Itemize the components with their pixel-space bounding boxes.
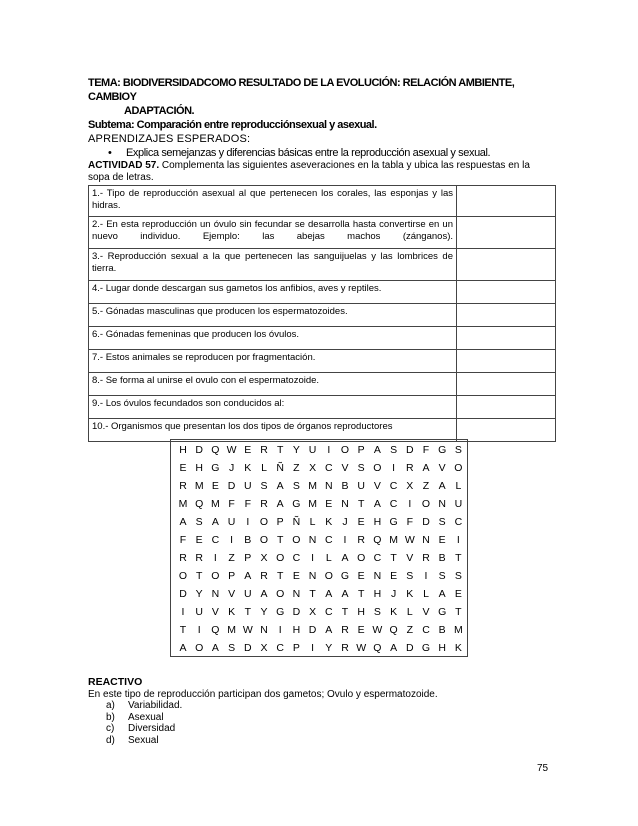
word-search-letter[interactable]: Z (293, 462, 300, 474)
answer-cell[interactable] (457, 249, 556, 281)
word-search-letter[interactable]: J (342, 516, 348, 528)
word-search-letter[interactable]: S (406, 570, 414, 582)
word-search-letter[interactable]: C (373, 552, 382, 564)
word-search-letter[interactable]: S (438, 570, 446, 582)
word-search-letter[interactable]: I (311, 642, 315, 654)
word-search-letter[interactable]: A (276, 498, 284, 510)
word-search-letter[interactable]: E (195, 534, 203, 546)
word-search-letter[interactable]: W (356, 642, 367, 654)
word-search-letter[interactable]: S (438, 516, 446, 528)
word-search-letter[interactable]: S (292, 480, 300, 492)
word-search-letter[interactable]: A (276, 480, 284, 492)
word-search-letter[interactable]: D (195, 444, 203, 456)
reactivo-section (88, 677, 558, 746)
word-search-letter[interactable]: A (211, 516, 219, 528)
table-row (89, 304, 556, 327)
word-search-letter[interactable]: D (179, 588, 187, 600)
word-search-letter[interactable]: L (309, 516, 316, 528)
word-search-letter[interactable]: T (276, 444, 284, 456)
word-search-letter[interactable]: A (373, 498, 381, 510)
word-search-letter[interactable]: T (357, 498, 365, 510)
word-search-letter[interactable]: A (179, 642, 187, 654)
option-letter: a) (106, 700, 115, 711)
reactivo-question: En este tipo de reproducción participan dos gametos; Ovulo y espermatozoide. (88, 688, 438, 700)
word-search-letter[interactable]: B (438, 552, 446, 564)
table-row (89, 186, 556, 217)
word-search-letter[interactable]: L (325, 552, 332, 564)
word-search-letter[interactable]: S (390, 444, 398, 456)
answer-cell[interactable] (457, 281, 556, 304)
word-search-letter[interactable]: C (454, 516, 463, 528)
word-search-letter[interactable]: C (211, 534, 220, 546)
aprendizajes-heading: APRENDIZAJES ESPERADOS: (88, 133, 251, 145)
word-search-letter[interactable]: I (408, 498, 412, 510)
word-search-letter[interactable]: N (422, 534, 430, 546)
word-search-letter[interactable]: K (244, 462, 252, 474)
word-search-row (171, 603, 467, 621)
page-number: 75 (537, 763, 549, 774)
word-search-letter[interactable]: V (228, 588, 236, 600)
word-search-row (171, 513, 467, 531)
word-search-row (171, 549, 467, 567)
word-search-letter[interactable]: S (357, 462, 365, 474)
document-header (88, 76, 558, 160)
word-search-letter[interactable]: H (373, 588, 382, 600)
word-search-letter[interactable]: I (230, 534, 234, 546)
answer-cell[interactable] (457, 304, 556, 327)
word-search-letter[interactable]: A (390, 642, 398, 654)
table-row (89, 396, 556, 419)
word-search-letter[interactable]: O (211, 570, 220, 582)
word-search-letter[interactable]: D (227, 480, 236, 492)
questions-table (88, 185, 556, 442)
word-search-letter[interactable]: N (373, 570, 382, 582)
word-search-letter[interactable]: T (195, 570, 203, 582)
question-cell: 6.- Gónadas femeninas que producen los óvulos. (89, 327, 457, 350)
word-search-letter[interactable]: G (211, 462, 220, 474)
word-search-letter[interactable]: O (292, 534, 301, 546)
word-search-letter[interactable]: V (438, 462, 446, 474)
word-search-letter[interactable]: K (325, 516, 333, 528)
option-letter: c) (106, 723, 115, 734)
word-search-letter[interactable]: V (373, 480, 381, 492)
word-search-letter[interactable]: O (357, 552, 366, 564)
word-search-letter[interactable]: V (406, 552, 414, 564)
answer-cell[interactable] (457, 327, 556, 350)
word-search-letter[interactable]: C (422, 624, 430, 636)
word-search-letter[interactable]: P (228, 570, 236, 582)
word-search-letter[interactable]: D (422, 516, 430, 528)
word-search-letter[interactable]: R (406, 462, 414, 474)
word-search-letter[interactable]: T (341, 606, 349, 618)
word-search-letter[interactable]: A (341, 552, 349, 564)
word-search-letter[interactable]: U (227, 516, 236, 528)
word-search-letter[interactable]: C (389, 498, 398, 510)
word-search-letter[interactable]: C (325, 606, 333, 618)
word-search-letter[interactable]: O (340, 444, 350, 456)
question-cell: 3.- Reproducción sexual a la que pertenecen las sanguijuelas y las lombrices de tierra. (89, 249, 457, 281)
word-search-letter[interactable]: P (276, 516, 284, 528)
word-search-letter[interactable]: Q (389, 624, 398, 636)
word-search-letter[interactable]: O (454, 462, 463, 474)
word-search-letter[interactable]: T (179, 624, 187, 636)
word-search-letter[interactable]: J (228, 462, 235, 474)
option-text: Asexual (128, 711, 164, 723)
word-search-letter[interactable]: N (260, 624, 268, 636)
actividad-instructions (88, 160, 553, 184)
option-text: Sexual (128, 734, 159, 746)
word-search-letter[interactable]: V (211, 606, 219, 618)
word-search-letter[interactable]: A (244, 570, 252, 582)
word-search-letter[interactable]: D (244, 642, 252, 654)
word-search-letter[interactable]: T (455, 606, 462, 618)
word-search-letter[interactable]: H (438, 642, 446, 654)
word-search-letter[interactable]: U (195, 606, 203, 618)
word-search-letter[interactable]: M (389, 534, 398, 546)
word-search-row (171, 495, 467, 513)
word-search-letter[interactable]: A (325, 588, 333, 600)
word-search-letter[interactable]: O (178, 570, 188, 582)
word-search-letter[interactable]: H (195, 462, 203, 474)
word-search-letter[interactable]: B (244, 534, 252, 546)
word-search-row (171, 585, 467, 603)
tema-line-1: TEMA: BIODIVERSIDADCOMO RESULTADO DE LA EVOLUCIÓN: RELACIÓN AMBIENTE, CAMBIOY (88, 77, 515, 103)
word-search-letter[interactable]: Ñ (276, 462, 284, 474)
word-search-letter[interactable]: C (276, 642, 284, 654)
word-search-letter[interactable]: N (292, 588, 301, 600)
word-search-letter[interactable]: Q (195, 498, 204, 510)
word-search-letter[interactable]: T (455, 552, 462, 564)
answer-cell[interactable] (457, 373, 556, 396)
word-search-letter[interactable]: Z (406, 624, 413, 636)
word-search-letter[interactable]: S (454, 570, 462, 582)
word-search-letter[interactable]: E (292, 570, 300, 582)
word-search-letter[interactable]: X (309, 462, 317, 474)
word-search-letter[interactable]: N (438, 498, 446, 510)
word-search-letter[interactable]: M (194, 480, 204, 492)
word-search-row (171, 477, 467, 495)
word-search-letter[interactable]: K (454, 642, 462, 654)
word-search-letter[interactable]: U (244, 480, 252, 492)
word-search-letter[interactable]: R (260, 444, 268, 456)
answer-cell[interactable] (457, 217, 556, 249)
word-search-letter[interactable]: D (292, 606, 301, 618)
word-search-letter[interactable]: R (179, 480, 187, 492)
word-search-letter[interactable]: O (195, 642, 204, 654)
word-search-letter[interactable]: H (357, 606, 365, 618)
word-search-letter[interactable]: D (406, 444, 414, 456)
word-search-letter[interactable]: O (276, 588, 285, 600)
word-search-letter[interactable]: C (292, 552, 301, 564)
answer-cell[interactable] (457, 350, 556, 373)
word-search-letter[interactable]: G (438, 444, 447, 456)
word-search-letter[interactable]: S (195, 516, 203, 528)
option-letter: d) (106, 734, 115, 746)
word-search-letter[interactable]: W (404, 534, 415, 546)
word-search-letter[interactable]: G (340, 570, 350, 582)
word-search-letter[interactable]: U (244, 588, 252, 600)
word-search-letter[interactable]: M (308, 480, 317, 492)
table-row (89, 249, 556, 281)
word-search-row (171, 567, 467, 585)
word-search-letter[interactable]: X (260, 552, 268, 564)
word-search-letter[interactable]: S (260, 480, 268, 492)
word-search-letter[interactable]: M (227, 624, 236, 636)
word-search-letter[interactable]: R (195, 552, 203, 564)
word-search-letter[interactable]: F (179, 534, 187, 546)
word-search-letter[interactable]: G (292, 498, 301, 510)
word-search-letter[interactable]: T (390, 552, 397, 564)
word-search-letter[interactable]: Q (211, 624, 220, 636)
word-search-letter[interactable]: N (341, 498, 349, 510)
word-search-letter[interactable]: I (456, 534, 460, 546)
word-search-letter[interactable]: M (178, 498, 188, 510)
word-search-letter[interactable]: A (325, 624, 333, 636)
question-cell: 8.- Se forma al unirse el ovulo con el espermatozoide. (89, 373, 457, 396)
word-search-letter[interactable]: N (308, 570, 317, 582)
word-search-letter[interactable]: R (179, 552, 187, 564)
word-search-letter[interactable]: U (454, 498, 463, 510)
word-search-letter[interactable]: R (260, 498, 268, 510)
word-search-letter[interactable]: D (308, 624, 317, 636)
word-search-letter[interactable]: G (438, 606, 447, 618)
reactivo-title: REACTIVO (88, 676, 143, 688)
table-row (89, 373, 556, 396)
word-search-letter[interactable]: A (341, 588, 349, 600)
word-search-letter[interactable]: K (228, 606, 236, 618)
word-search-letter[interactable]: T (309, 588, 316, 600)
word-search-letter[interactable]: N (308, 534, 317, 546)
answer-cell[interactable] (457, 186, 556, 217)
word-search-letter[interactable]: A (422, 462, 430, 474)
word-search-row (171, 531, 467, 549)
word-search-letter[interactable]: T (276, 534, 284, 546)
word-search-letter[interactable]: R (422, 552, 430, 564)
word-search-letter[interactable]: I (197, 624, 201, 636)
word-search-letter[interactable]: I (246, 516, 250, 528)
tema-line-2: ADAPTACIÓN. (124, 105, 195, 117)
word-search-letter[interactable]: R (357, 534, 365, 546)
word-search-letter[interactable]: B (438, 624, 446, 636)
word-search-letter[interactable]: L (406, 606, 413, 618)
word-search-letter[interactable]: E (454, 588, 462, 600)
word-search-row (171, 639, 467, 657)
word-search-letter[interactable]: F (228, 498, 235, 510)
table-row (89, 281, 556, 304)
reactivo-option[interactable] (88, 712, 558, 724)
word-search-letter[interactable]: O (276, 552, 285, 564)
table-row (89, 327, 556, 350)
word-search-letter[interactable]: A (211, 642, 219, 654)
word-search-letter[interactable]: C (325, 534, 333, 546)
question-cell: 9.- Los óvulos fecundados son conducidos al: (89, 396, 457, 419)
word-search-letter[interactable]: T (276, 570, 284, 582)
word-search-letter[interactable]: Q (373, 642, 382, 654)
word-search-letter[interactable]: N (211, 588, 220, 600)
bullet-icon: • (108, 147, 112, 159)
word-search-letter[interactable]: I (213, 552, 217, 564)
question-cell: 10.- Organismos que presentan los dos tipos de órganos reproductores (89, 419, 457, 442)
word-search-letter[interactable]: W (242, 624, 253, 636)
tema-heading (88, 76, 558, 118)
word-search-letter[interactable]: I (181, 606, 185, 618)
reactivo-option[interactable] (88, 723, 558, 735)
table-row (89, 350, 556, 373)
word-search-letter[interactable]: G (276, 606, 285, 618)
word-search-letter[interactable]: W (226, 444, 237, 456)
word-search-letter[interactable]: R (341, 624, 349, 636)
word-search-letter[interactable]: I (343, 534, 347, 546)
word-search-letter[interactable]: V (341, 462, 349, 474)
word-search-letter[interactable]: Q (211, 444, 220, 456)
word-search-letter[interactable]: V (422, 606, 430, 618)
word-search-letter[interactable]: E (438, 534, 446, 546)
question-cell: 1.- Tipo de reproducción asexual al que pertenecen los corales, las esponjas y las hidras. (89, 186, 457, 217)
word-search-letter[interactable]: E (357, 624, 365, 636)
word-search-letter[interactable]: W (372, 624, 383, 636)
word-search-letter[interactable]: K (390, 606, 398, 618)
actividad-text: Complementa las siguientes aseveraciones en la tabla y ubica las respuestas en la sopa de letras. (88, 160, 530, 183)
word-search-letter[interactable]: O (421, 498, 431, 510)
word-search-letter[interactable]: P (357, 444, 365, 456)
word-search-letter[interactable]: E (325, 498, 333, 510)
word-search-letter[interactable]: M (308, 498, 317, 510)
word-search-letter[interactable]: E (244, 444, 252, 456)
word-search-grid (170, 439, 468, 657)
word-search-letter[interactable]: D (406, 642, 414, 654)
word-search-letter[interactable]: L (423, 588, 429, 600)
word-search-letter[interactable]: Ñ (292, 516, 301, 528)
word-search-letter[interactable]: Y (292, 444, 300, 456)
word-search-letter[interactable]: X (406, 480, 414, 492)
word-search-letter[interactable]: A (438, 588, 446, 600)
word-search-letter[interactable]: L (455, 480, 462, 492)
question-cell: 7.- Estos animales se reproducen por fragmentación. (89, 350, 457, 373)
word-search-letter[interactable]: F (406, 516, 413, 528)
table-row (89, 217, 556, 249)
word-search-letter[interactable]: G (389, 516, 398, 528)
word-search-letter[interactable]: E (211, 480, 219, 492)
word-search-letter[interactable]: U (308, 444, 317, 456)
word-search-letter[interactable]: M (454, 624, 463, 636)
word-search-letter[interactable]: C (389, 480, 398, 492)
word-search-letter[interactable]: M (211, 498, 220, 510)
question-cell: 4.- Lugar donde descargan sus gametos los anfibios, aves y reptiles. (89, 281, 457, 304)
word-search-letter[interactable]: H (179, 444, 187, 456)
word-search-letter[interactable]: C (325, 462, 333, 474)
word-search-letter[interactable]: E (357, 516, 365, 528)
aprendizaje-text: Explica semejanzas y diferencias básicas entre la reproducción asexual y sexual. (126, 147, 491, 159)
word-search-letter[interactable]: Q (373, 534, 382, 546)
word-search-letter[interactable]: I (311, 552, 315, 564)
reactivo-option[interactable] (88, 700, 558, 712)
word-search-letter[interactable]: X (260, 642, 268, 654)
word-search-letter[interactable]: K (406, 588, 414, 600)
question-cell: 5.- Gónadas masculinas que producen los espermatozoides. (89, 304, 457, 327)
word-search-letter[interactable]: P (292, 642, 300, 654)
answer-cell[interactable] (457, 396, 556, 419)
word-search-letter[interactable]: I (392, 462, 396, 474)
word-search-letter[interactable]: S (228, 642, 236, 654)
word-search-letter[interactable]: A (438, 480, 446, 492)
word-search-letter[interactable]: T (244, 606, 251, 618)
word-search-letter[interactable]: E (357, 570, 365, 582)
word-search-letter[interactable]: A (260, 588, 268, 600)
actividad-label: ACTIVIDAD 57. (88, 160, 160, 171)
word-search-row (171, 441, 467, 459)
word-search-letter[interactable]: R (341, 642, 349, 654)
word-search-letter[interactable]: H (292, 624, 301, 636)
aprendizaje-item (88, 146, 558, 160)
word-search-letter[interactable]: Y (195, 588, 203, 600)
word-search-letter[interactable]: Y (325, 642, 333, 654)
question-cell: 2.- En esta reproducción un óvulo sin fecundar se desarrolla hasta convertirse en un nuevo individuo. Ejemplo: las abejas machos (zánganos). (89, 217, 457, 249)
word-search-letter[interactable]: O (259, 516, 269, 528)
word-search-letter[interactable]: F (422, 444, 430, 456)
word-search-letter[interactable]: Y (260, 606, 268, 618)
answer-cell[interactable] (457, 419, 556, 442)
word-search-letter[interactable]: Z (228, 552, 235, 564)
word-search-letter[interactable]: O (259, 534, 269, 546)
word-search-letter[interactable]: F (244, 498, 251, 510)
word-search-row (171, 621, 467, 639)
word-search-letter[interactable]: H (373, 516, 382, 528)
word-search-letter[interactable]: S (454, 444, 462, 456)
word-search-letter[interactable]: P (244, 552, 252, 564)
word-search-letter[interactable]: A (373, 444, 381, 456)
word-search-letter[interactable]: E (179, 462, 187, 474)
option-text: Diversidad (128, 723, 176, 734)
word-search-letter[interactable]: O (324, 570, 333, 582)
word-search-letter[interactable]: I (327, 444, 331, 456)
word-search-letter[interactable]: J (390, 588, 397, 600)
subtema-heading: Subtema: Comparación entre reproducciónsexual y asexual. (88, 119, 377, 131)
word-search-letter[interactable]: I (278, 624, 282, 636)
word-search-letter[interactable]: O (373, 462, 382, 474)
word-search-letter[interactable]: R (260, 570, 268, 582)
word-search-letter[interactable]: E (390, 570, 398, 582)
word-search-letter[interactable]: L (261, 462, 267, 474)
option-letter: b) (106, 711, 115, 723)
word-search-letter[interactable]: A (179, 516, 187, 528)
word-search-row (171, 459, 467, 477)
word-search-letter[interactable]: S (373, 606, 381, 618)
word-search-letter[interactable]: X (309, 606, 317, 618)
option-text: Variabilidad. (128, 700, 183, 711)
word-search-letter[interactable]: U (357, 480, 365, 492)
word-search-letter[interactable]: Z (422, 480, 430, 492)
word-search-letter[interactable]: N (325, 480, 333, 492)
reactivo-option[interactable] (88, 735, 558, 747)
word-search-letter[interactable]: I (424, 570, 428, 582)
word-search-letter[interactable]: T (357, 588, 365, 600)
word-search-letter[interactable]: B (341, 480, 349, 492)
word-search-letter[interactable]: G (421, 642, 431, 654)
